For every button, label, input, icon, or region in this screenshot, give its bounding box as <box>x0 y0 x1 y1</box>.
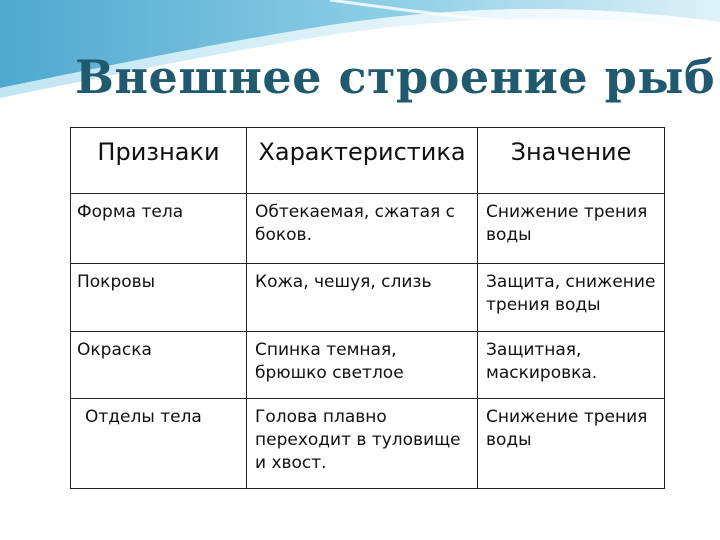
table-row <box>71 332 665 399</box>
cell-significance: Защита, снижение трения воды <box>478 264 665 332</box>
table-header-row <box>71 128 665 194</box>
cell-characteristic: Обтекаемая, сжатая с боков. <box>247 194 478 264</box>
header-significance: Значение <box>478 128 665 194</box>
header-features: Признаки <box>71 128 247 194</box>
header-characteristic: Характеристика <box>247 128 478 194</box>
fish-structure-table <box>70 127 665 489</box>
cell-characteristic: Голова плавно переходит в туловище и хвост. <box>247 399 478 489</box>
cell-significance: Снижение трения воды <box>478 399 665 489</box>
cell-characteristic: Кожа, чешуя, слизь <box>247 264 478 332</box>
cell-significance: Снижение трения воды <box>478 194 665 264</box>
table-row <box>71 264 665 332</box>
cell-characteristic: Спинка темная, брюшко светлое <box>247 332 478 399</box>
cell-feature: Покровы <box>71 264 247 332</box>
cell-significance: Защитная, маскировка. <box>478 332 665 399</box>
table-row <box>71 399 665 489</box>
cell-feature: Форма тела <box>71 194 247 264</box>
cell-feature: Окраска <box>71 332 247 399</box>
table-row <box>71 194 665 264</box>
slide-title: Внешнее строение рыб <box>75 50 716 104</box>
cell-feature: Отделы тела <box>71 399 247 489</box>
